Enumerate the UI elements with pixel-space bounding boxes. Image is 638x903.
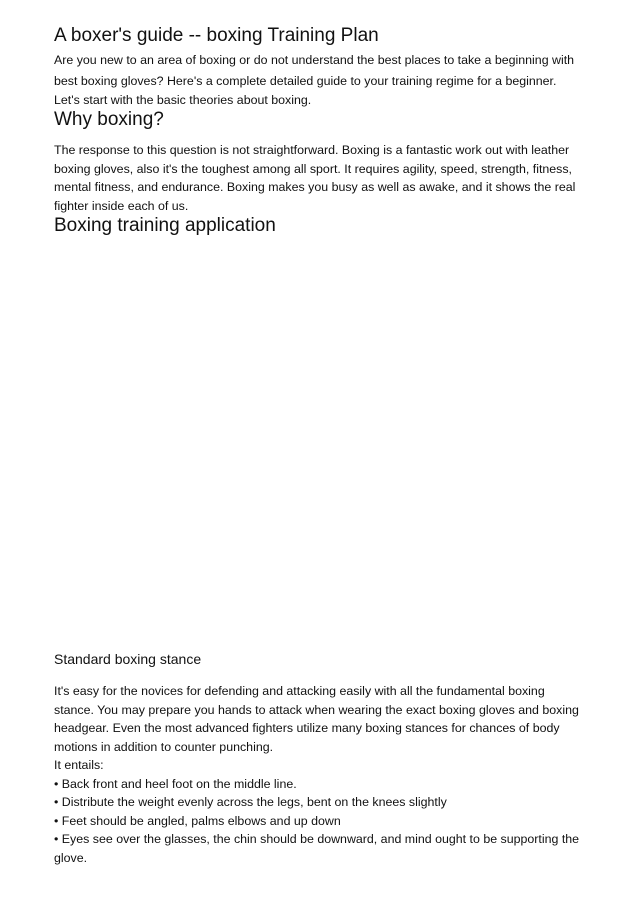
why-boxing-paragraph: The response to this question is not straightforward. Boxing is a fantastic work out with leather boxing gloves, also it's the toughest among all sport. It requires agility, speed, strength, fitness, mental fitness, and endurance. Boxing makes you busy as well as awake, and it shows the real fighter inside each of us. (54, 143, 576, 213)
list-item: • Feet should be angled, palms elbows and up down (54, 813, 341, 828)
intro-basics-line: Let's start with the basic theories about boxing. (54, 93, 312, 107)
why-boxing-heading: Why boxing? (54, 109, 164, 130)
training-application-heading: Boxing training application (54, 215, 276, 236)
stance-heading: Standard boxing stance (54, 651, 202, 667)
list-item: • Back front and heel foot on the middle line. (54, 776, 297, 791)
document-page (54, 24, 584, 867)
intro-paragraph: Are you new to an area of boxing or do not understand the best places to take a beginning with best boxing gloves? Here's a complete detailed guide to your training regime for a beginner. (54, 53, 575, 88)
blank-image-area (54, 237, 584, 650)
entails-label: It entails: (54, 758, 104, 772)
list-item: • Distribute the weight evenly across the legs, bent on the knees slightly (54, 795, 447, 809)
stance-paragraph: It's easy for the novices for defending and attacking easily with all the fundamental boxing stance. You may prepare you hands to attack when wearing the exact boxing gloves and boxing headgear. Even the most advanced fighters utilize many boxing stances for chances of body motions in addition to counter punching. (54, 684, 579, 754)
list-item: • Eyes see over the glasses, the chin should be downward, and mind ought to be supporting the glove. (54, 832, 580, 865)
document-title: A boxer's guide -- boxing Training Plan (54, 25, 379, 46)
